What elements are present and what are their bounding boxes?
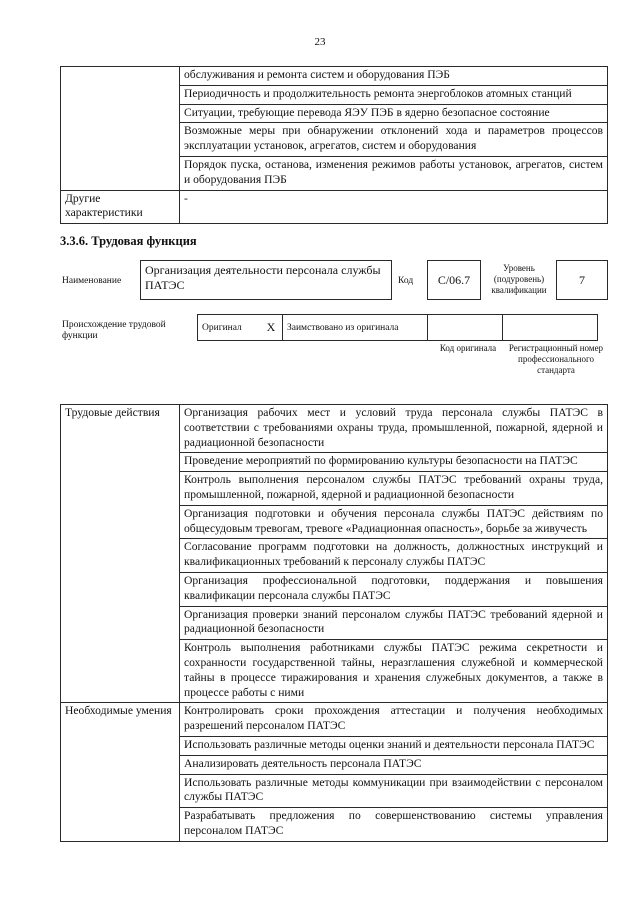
code-label: Код	[398, 276, 414, 286]
name-label: Наименование	[62, 276, 122, 286]
level-value-box	[556, 260, 608, 300]
code-original-caption: Код оригинала	[439, 343, 497, 353]
labor-action-item: Согласование программ подготовки на должность, должностных инструкций и квалификационных требований к персоналу службы ПАТЭС	[180, 539, 608, 573]
knowledge-row: Периодичность и продолжительность ремонта энергоблоков атомных станций	[180, 85, 608, 104]
reg-number-caption: Регистрационный номер профессионального стандарта	[508, 343, 604, 375]
name-value-box	[140, 260, 392, 300]
labor-action-item: Организация подготовки и обучения персонала службы ПАТЭС действиям по общесудовым тревогам, тревоге «Радиационная опасность», борьбе за живучесть	[180, 505, 608, 539]
name-value: Организация деятельности персонала службы ПАТЭС	[145, 263, 381, 292]
empty-label-cell	[61, 67, 180, 191]
labor-action-item: Организация профессиональной подготовки, поддержания и повышения квалификации персонала службы ПАТЭС	[180, 572, 608, 606]
labor-action-item: Организация проверки знаний персоналом службы ПАТЭС требований ядерной и радиационной безопасности	[180, 606, 608, 640]
other-characteristics-label: Другие характеристики	[61, 190, 180, 224]
skill-item: Контролировать сроки прохождения аттестации и получения необходимых разрешений персоналом ПАТЭС	[180, 703, 608, 737]
skill-item: Разрабатывать предложения по совершенствованию системы управления персоналом ПАТЭС	[180, 808, 608, 842]
skill-item: Анализировать деятельность персонала ПАТЭС	[180, 755, 608, 774]
knowledge-row: Ситуации, требующие перевода ЯЭУ ПЭБ в ядерно безопасное состояние	[180, 104, 608, 123]
knowledge-row: Порядок пуска, останова, изменения режимов работы установок, агрегатов, систем и оборудования ПЭБ	[180, 156, 608, 190]
other-characteristics-value: -	[180, 190, 608, 224]
origin-label: Происхождение трудовой функции	[62, 320, 166, 341]
labor-actions-label: Трудовые действия	[61, 405, 180, 703]
borrowed-label: Заимствовано из оригинала	[283, 315, 428, 341]
knowledge-row: Возможные меры при обнаружении отклонений хода и параметров процессов эксплуатации установок, агрегатов, систем и оборудования	[180, 123, 608, 157]
labor-action-item: Контроль выполнения персоналом службы ПАТЭС требований охраны труда, промышленной, пожарной, ядерной и радиационной безопасности	[180, 472, 608, 506]
page-number: 23	[314, 36, 326, 48]
reg-number-cell	[503, 315, 598, 341]
labor-function-table	[60, 404, 608, 842]
labor-action-item: Проведение мероприятий по формированию культуры безопасности на ПАТЭС	[180, 453, 608, 472]
level-value: 7	[579, 273, 585, 287]
knowledge-row: обслуживания и ремонта систем и оборудования ПЭБ	[180, 67, 608, 86]
labor-action-item: Контроль выполнения работниками службы ПАТЭС режима секретности и сохранности государственной тайны, неразглашения служебной и коммерческой тайны в процессе тиражирования и хранения служебных документов, а также в процессе работы с ними	[180, 640, 608, 703]
original-mark: X	[260, 315, 283, 341]
level-label: Уровень (подуровень) квалификации	[491, 263, 547, 295]
labor-action-item: Организация рабочих мест и условий труда персонала службы ПАТЭС в соответствии с требованиями охраны труда, промышленной, пожарной, ядерной и радиационной безопасности	[180, 405, 608, 453]
section-heading: 3.3.6. Трудовая функция	[60, 234, 197, 248]
skills-label: Необходимые умения	[61, 703, 180, 841]
code-value-box	[427, 260, 481, 300]
code-value: C/06.7	[437, 273, 471, 287]
origin-table	[197, 314, 598, 341]
original-label: Оригинал	[198, 315, 261, 341]
skill-item: Использовать различные методы оценки знаний и деятельности персонала ПАТЭС	[180, 736, 608, 755]
skill-item: Использовать различные методы коммуникации при взаимодействии с персоналом службы ПАТЭС	[180, 774, 608, 808]
code-original-cell	[428, 315, 503, 341]
continued-knowledge-table	[60, 66, 608, 224]
